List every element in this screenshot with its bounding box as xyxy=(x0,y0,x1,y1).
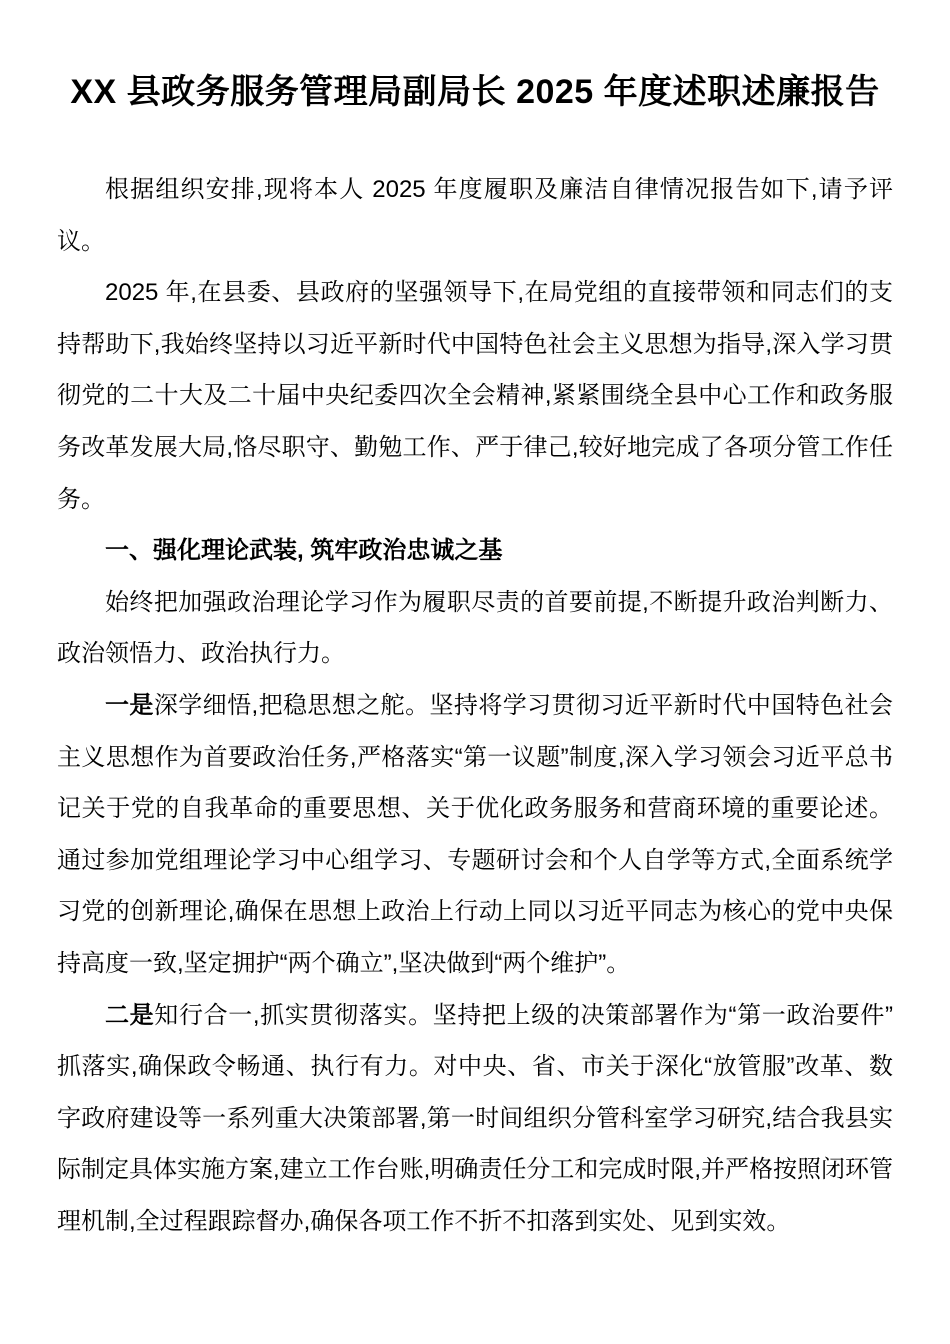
paragraph: 始终把加强政治理论学习作为履职尽责的首要前提,不断提升政治判断力、政治领悟力、政治执行力。 xyxy=(57,588,893,668)
paragraph: 根据组织安排,现将本人 2025 年度履职及廉洁自律情况报告如下,请予评议。 xyxy=(57,176,893,255)
document-body xyxy=(57,164,893,1247)
document-title: XX 县政务服务管理局副局长 2025 年度述职述廉报告 xyxy=(70,73,880,111)
paragraph: 二是知行合一,抓实贯彻落实。坚持把上级的决策部署作为“第一政治要件”抓落实,确保政令畅通、执行有力。对中央、省、市关于深化“放管服”改革、数字政府建设等一系列重大决策部署,第一时间组织分管科室学习研究,结合我县实际制定具体实施方案,建立工作台账,明确责任分工和完成时限,并严格按照闭环管理机制,全过程跟踪督办,确保各项工作不折不扣落到实处、见到实效。 xyxy=(57,1001,894,1235)
paragraph: 一是深学细悟,把稳思想之舵。坚持将学习贯彻习近平新时代中国特色社会主义思想作为首要政治任务,严格落实“第一议题”制度,深入学习领会习近平总书记关于党的自我革命的重要思想、关于优化政务服务和营商环境的重要论述。通过参加党组理论学习中心组学习、专题研讨会和个人自学等方式,全面系统学习党的创新理论,确保在思想上政治上行动上同以习近平同志为核心的党中央保持高度一致,坚定拥护“两个确立”,坚决做到“两个维护”。 xyxy=(57,691,894,977)
section-heading: 一、强化理论武装, 筑牢政治忠诚之基 xyxy=(105,537,503,565)
paragraph-lead-bold: 二是 xyxy=(105,1001,155,1029)
paragraph-lead-bold: 一是 xyxy=(105,691,154,719)
paragraph: 2025 年,在县委、县政府的坚强领导下,在局党组的直接带领和同志们的支持帮助下,我始终坚持以习近平新时代中国特色社会主义思想为指导,深入学习贯彻党的二十大及二十届中央纪委四次全会精神,紧紧围绕全县中心工作和政务服务改革发展大局,恪尽职守、勤勉工作、严于律己,较好地完成了各项分管工作任务。 xyxy=(57,279,893,513)
